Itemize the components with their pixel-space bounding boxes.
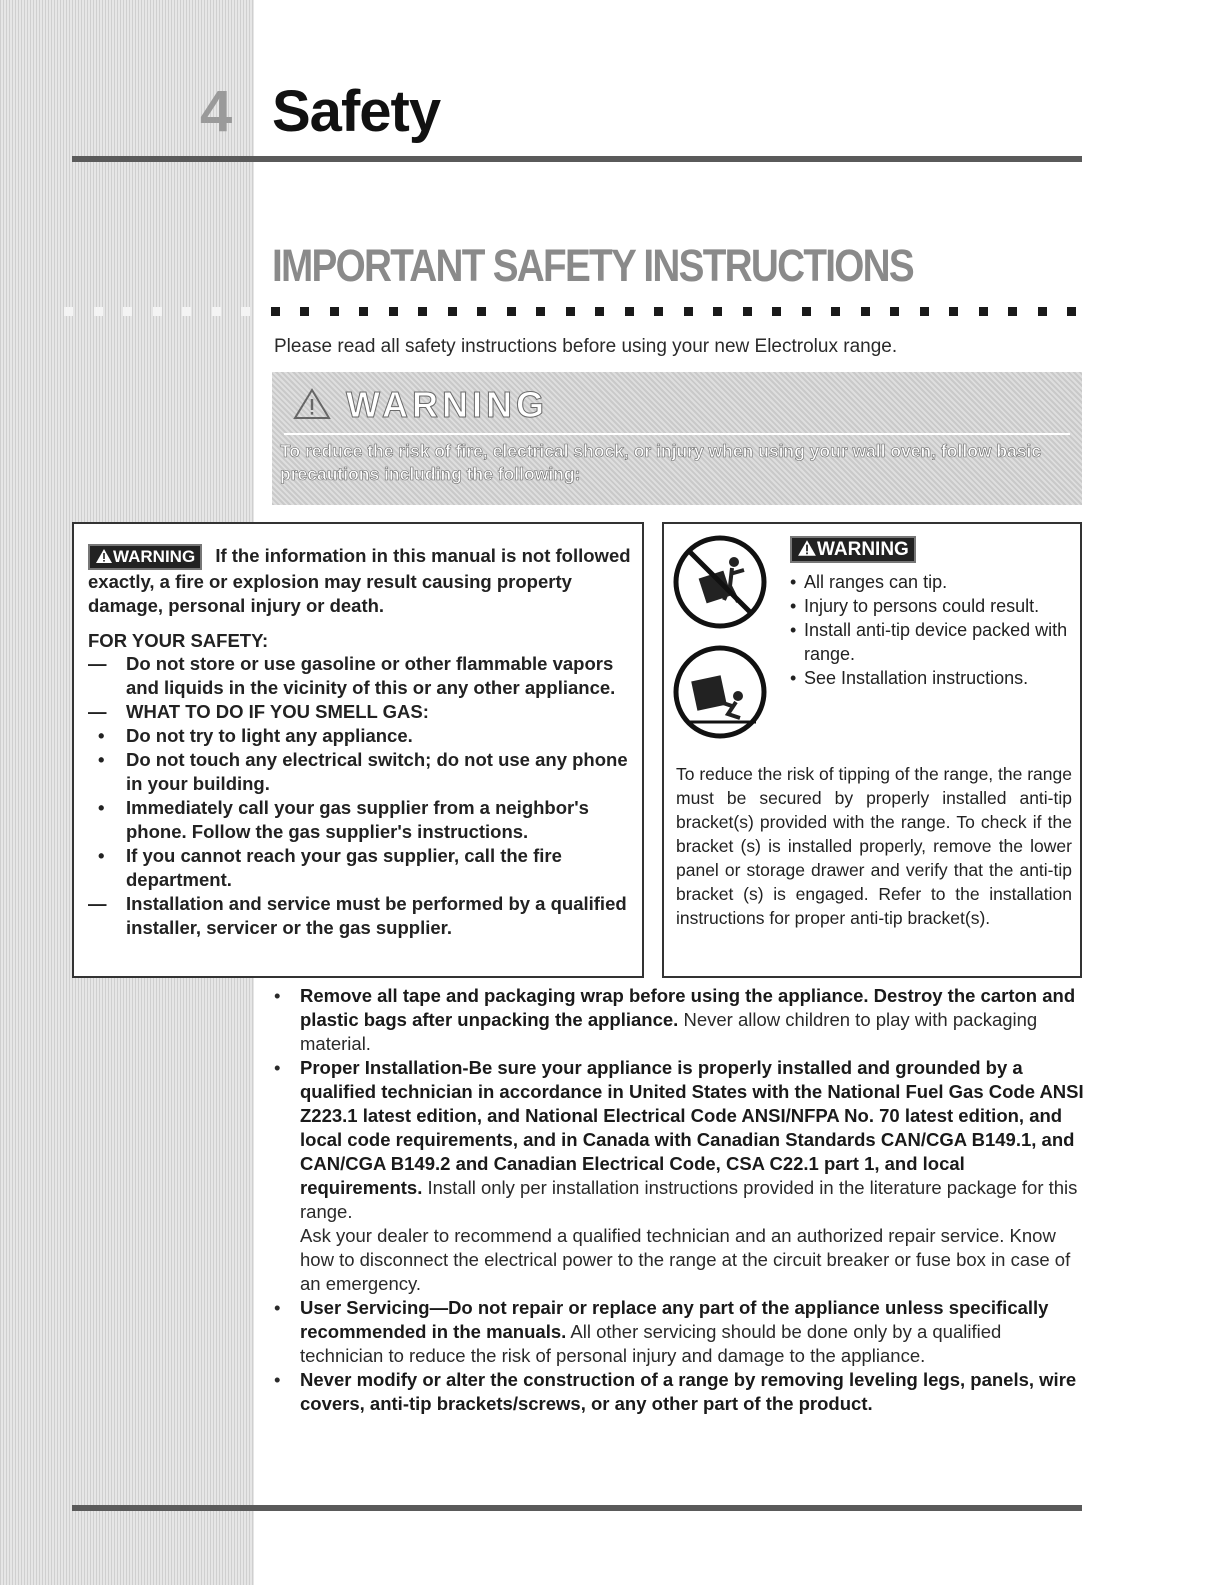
divider-dot xyxy=(979,307,988,316)
warning-triangle-icon xyxy=(95,548,113,564)
divider-dot xyxy=(389,307,398,316)
divider-dot xyxy=(802,307,811,316)
anti-tip-body-text: To reduce the risk of tipping of the range, the range must be secured by properly installed anti-tip bracket(s) provided with the range. To check if the bracket (s) is installed properly, remove the lower panel or storage drawer and verify that the anti-tip bracket (s) is engaged. Refer to the installation instructions for proper anti-tip bracket(s). xyxy=(676,764,1072,928)
list-item: • Injury to persons could result. xyxy=(788,594,1078,618)
anti-tip-warning-badge xyxy=(790,536,916,563)
dealer-paragraph: Ask your dealer to recommend a qualified technician and an authorized repair service. Know how to disconnect the electrical power to the range at the circuit breaker or fuse box in case of an emergency. xyxy=(300,1225,1071,1294)
list-item: — Do not store or use gasoline or other flammable vapors and liquids in the vicinity of this or any other appliance. xyxy=(88,653,616,698)
warning-banner-text: To reduce the risk of fire, electrical shock, or injury when using your wall oven, follow basic precautions including the following: xyxy=(280,441,1042,484)
list-item: • User Servicing—Do not repair or replace any part of the appliance unless specifically recommended in the manuals. All other servicing should be done only by a qualified technician to reduce the risk of personal injury and damage to the appliance. xyxy=(274,1297,1049,1366)
divider-dot xyxy=(625,307,634,316)
list-item: • Do not touch any electrical switch; do not use any phone in your building. xyxy=(98,749,628,794)
divider-dot xyxy=(241,307,250,316)
divider-dot xyxy=(418,307,427,316)
list-item: • Never modify or alter the construction of a range by removing leveling legs, panels, wire covers, anti-tip brackets/screws, or any other part of the product. xyxy=(274,1369,1077,1414)
divider-dot xyxy=(153,307,162,316)
divider-dot xyxy=(772,307,781,316)
divider-dot xyxy=(949,307,958,316)
no-child-climb-icon xyxy=(672,644,768,740)
list-item: • Remove all tape and packaging wrap before using the appliance. Destroy the carton and plastic bags after unpacking the appliance. Never allow children to play with packaging material. xyxy=(274,985,1076,1054)
divider-dot xyxy=(212,307,221,316)
divider-dot xyxy=(861,307,870,316)
warning-badge-label: WARNING xyxy=(113,547,196,567)
anti-tip-bullet-list xyxy=(788,570,1078,690)
gas-warning-intro-text: If the information in this manual is not followed exactly, a fire or explosion may result causing property damage, personal injury or death. xyxy=(88,545,631,617)
divider-dot xyxy=(654,307,663,316)
divider-dot xyxy=(1008,307,1017,316)
divider-dot xyxy=(713,307,722,316)
divider-dot xyxy=(684,307,693,316)
divider-dot xyxy=(536,307,545,316)
divider-dot xyxy=(123,307,132,316)
gas-safety-list xyxy=(88,652,644,940)
list-item: • Install anti-tip device packed with range. xyxy=(788,618,1078,666)
section-heading: IMPORTANT SAFETY INSTRUCTIONS xyxy=(272,240,913,291)
gas-warning-intro xyxy=(88,544,638,618)
divider-dot xyxy=(831,307,840,316)
for-your-safety-heading: FOR YOUR SAFETY: xyxy=(88,630,269,651)
divider-dot xyxy=(507,307,516,316)
divider-dot xyxy=(566,307,575,316)
warning-banner-divider xyxy=(284,433,1070,435)
list-item: • All ranges can tip. xyxy=(788,570,1078,594)
no-tipping-icon xyxy=(672,534,768,630)
warning-banner xyxy=(272,372,1082,505)
list-item: • See Installation instructions. xyxy=(788,666,1078,690)
divider-dot xyxy=(448,307,457,316)
warning-banner-title xyxy=(292,384,548,426)
divider-dot xyxy=(94,307,103,316)
top-rule xyxy=(72,156,1082,162)
warning-badge-label: WARNING xyxy=(817,539,909,560)
list-item: — Installation and service must be performed by a qualified installer, servicer or the gas supplier. xyxy=(88,893,627,938)
divider-dot xyxy=(64,307,73,316)
chapter-title: Safety xyxy=(272,79,441,144)
divider-dot xyxy=(595,307,604,316)
list-item: • Proper Installation-Be sure your appliance is properly installed and grounded by a qualified technician in accordance in United States with the National Fuel Gas Code ANSI Z223.1 latest edition, and National Electrical Code ANSI/NFPA No. 70 latest edition, and local code requirements, and in Canada with Canadian Standards CAN/CGA B149.1, and CAN/CGA B149.2 and Canadian Electrical Code, CSA C22.1 part 1, and local requirements. Install only per installation instructions provided in the literature package for this range. xyxy=(274,1057,1084,1222)
intro-text: Please read all safety instructions before using your new Electrolux range. xyxy=(274,336,898,357)
safety-instructions-list xyxy=(272,984,1084,1416)
bottom-rule xyxy=(72,1505,1082,1511)
list-item: — WHAT TO DO IF YOU SMELL GAS: xyxy=(88,701,429,722)
warning-badge xyxy=(88,544,202,570)
warning-triangle-icon xyxy=(797,539,817,557)
divider-dot xyxy=(743,307,752,316)
divider-dot xyxy=(182,307,191,316)
dotted-divider xyxy=(64,305,1088,319)
list-item: • Immediately call your gas supplier from a neighbor's phone. Follow the gas supplier's instructions. xyxy=(98,797,589,842)
list-item: • If you cannot reach your gas supplier, call the fire department. xyxy=(98,845,562,890)
chapter-number: 4 xyxy=(200,79,233,144)
warning-banner-label: WARNING xyxy=(346,384,548,425)
warning-triangle-icon xyxy=(292,387,332,421)
divider-dot xyxy=(359,307,368,316)
list-item: • Do not try to light any appliance. xyxy=(98,725,413,746)
divider-dot xyxy=(890,307,899,316)
divider-dot xyxy=(330,307,339,316)
divider-dot xyxy=(271,307,280,316)
divider-dot xyxy=(920,307,929,316)
divider-dot xyxy=(1067,307,1076,316)
anti-tip-warning-box xyxy=(662,522,1082,978)
divider-dot xyxy=(1038,307,1047,316)
divider-dot xyxy=(477,307,486,316)
divider-dot xyxy=(300,307,309,316)
gas-warning-box xyxy=(72,522,644,978)
